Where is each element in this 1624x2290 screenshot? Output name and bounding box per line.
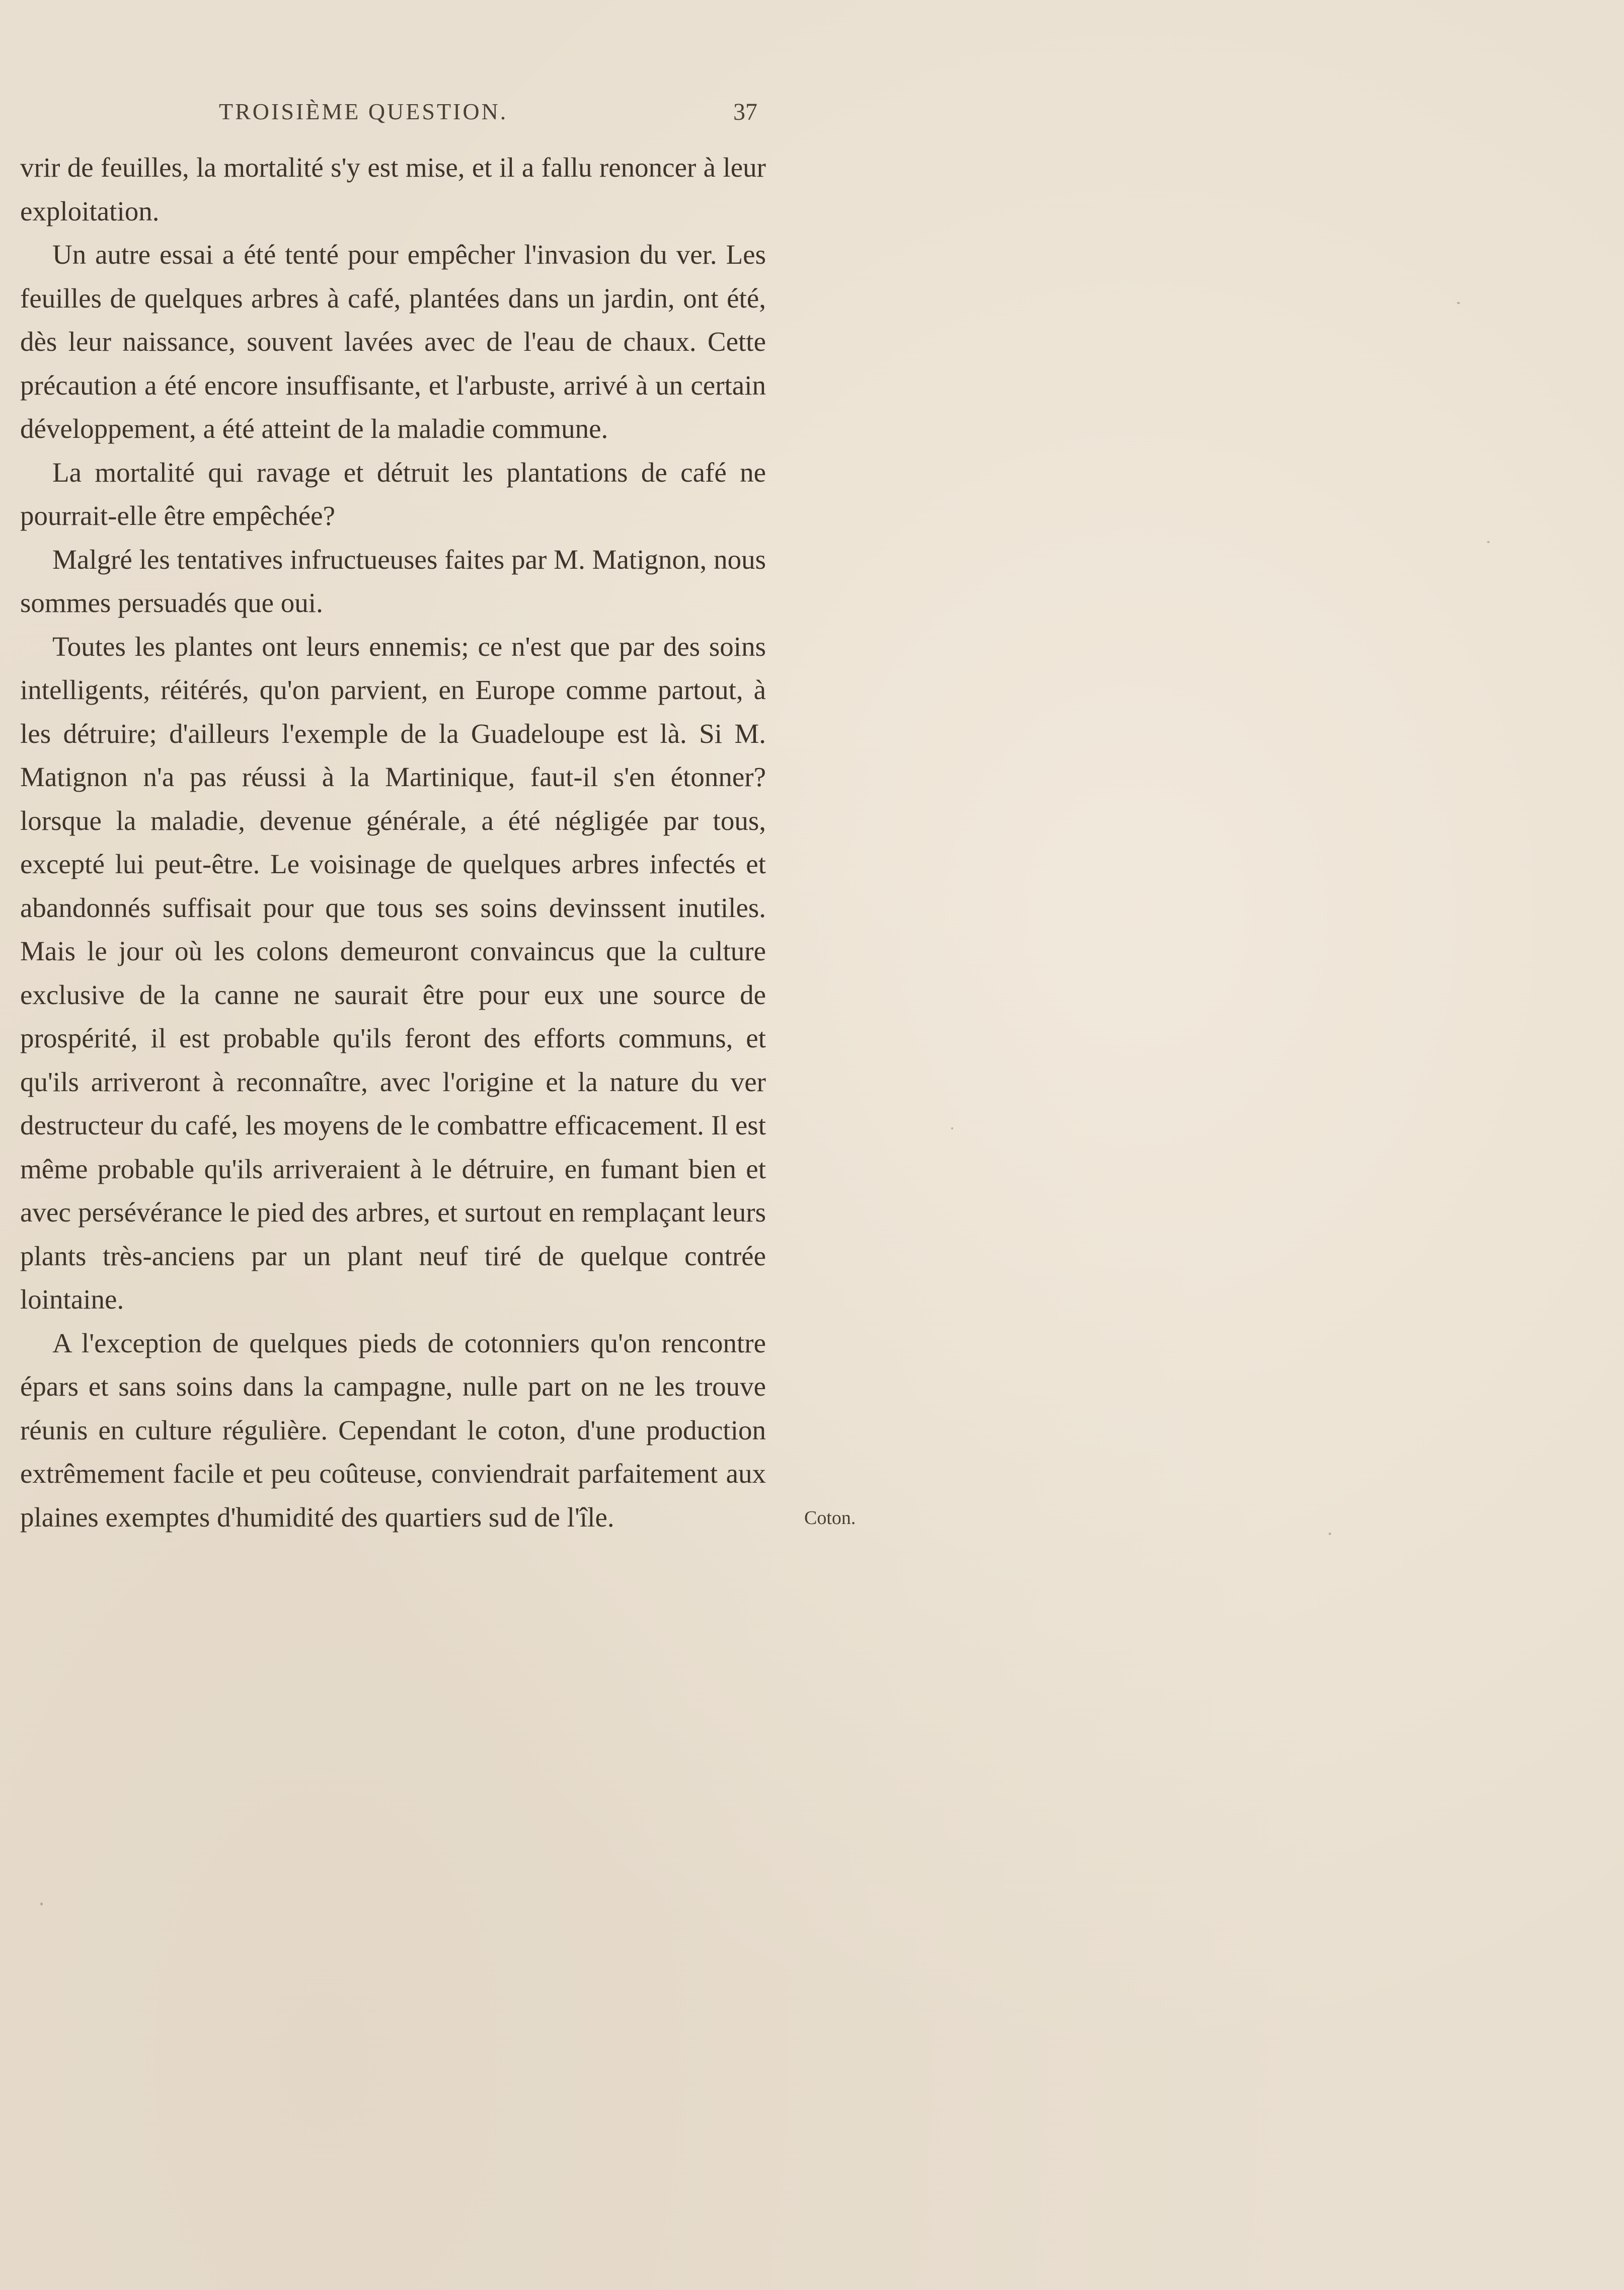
paper-speck	[951, 1127, 953, 1129]
paragraph: A l'exception de quelques pieds de cotonniers qu'on rencontre épars et sans soins dans la campagne, nulle part on ne les trouve réunis en culture régulière. Cependant le coton, d'une production extrêmement facile et peu coûteuse, conviendrait parfaitement aux plaines exemptes d'humidité des quartiers sud de l'île.	[20, 1327, 766, 1533]
paragraph: Un autre essai a été tenté pour empêcher l'invasion du ver. Les feuilles de quelques arbres à café, plantées dans un jardin, ont été, dès leur naissance, souvent lavées avec de l'eau de chaux. Cette précaution a été encore insuffisante, et l'arbuste, arrivé à un certain développement, a été atteint de la maladie commune.	[20, 239, 766, 444]
paper-speck	[1457, 302, 1460, 304]
paragraph: Malgré les tentatives infructueuses faites par M. Matignon, nous sommes persuadés que oui.	[20, 544, 766, 618]
paragraph: La mortalité qui ravage et détruit les plantations de café ne pourrait-elle être empêchée?	[20, 456, 766, 531]
paragraph: vrir de feuilles, la mortalité s'y est mise, et il a fallu renoncer à leur exploitation.	[20, 152, 766, 226]
running-head	[219, 98, 757, 133]
body-text	[20, 146, 766, 1539]
paper-speck	[40, 1902, 43, 1905]
page-number: 37	[733, 99, 757, 125]
paper-speck	[1329, 1533, 1331, 1535]
margin-note: Coton.	[804, 1507, 856, 1529]
paper-speck	[1487, 541, 1490, 543]
running-title: TROISIÈME QUESTION.	[219, 99, 508, 124]
paragraph: Toutes les plantes ont leurs ennemis; ce n'est que par des soins intelligents, réitérés, qu'on parvient, en Europe comme partout, à les détruire; d'ailleurs l'exemple de la Guadeloupe est là. Si M. Matignon n'a pas réussi à la Martinique, faut-il s'en étonner? lorsque la maladie, devenue générale, a été négligée par tous, excepté lui peut-être. Le voisinage de quelques arbres infectés et abandonnés suffisait pour que tous ses soins devinssent inutiles. Mais le jour où les colons demeuront convaincus que la culture exclusive de la canne ne saurait être pour eux une source de prospérité, il est probable qu'ils feront des efforts communs, et qu'ils arriveront à reconnaître, avec l'origine et la nature du ver destructeur du café, les moyens de le combattre efficacement. Il est même probable qu'ils arriveraient à le détruire, en fumant bien et avec persévérance le pied des arbres, et surtout en remplaçant leurs plants très-anciens par un plant neuf tiré de quelque contrée lointaine.	[20, 631, 766, 1315]
